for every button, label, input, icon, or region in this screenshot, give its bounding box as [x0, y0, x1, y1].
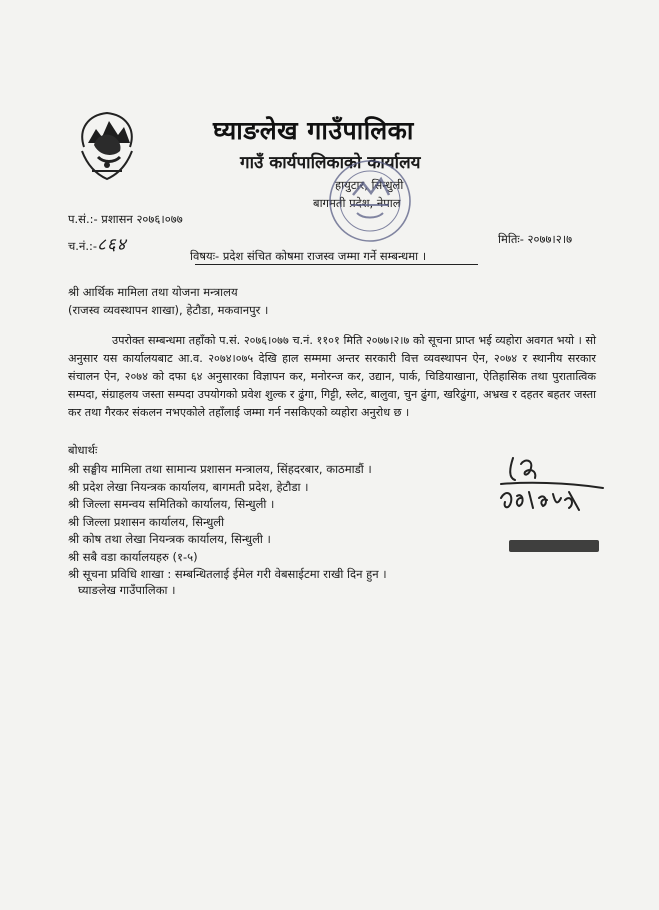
- office-name: गाउँ कार्यपालिकाको कार्यालय: [240, 153, 421, 173]
- office-stamp: [323, 155, 418, 247]
- cc-item: श्री सङ्घीय मामिला तथा सामान्य प्रशासन मन्त्रालय, सिंहदरबार, काठमाडौं ।: [68, 462, 372, 476]
- subject-line: विषयः- प्रदेश संचित कोषमा राजस्व जम्मा गर्ने सम्बन्धमा ।: [190, 249, 427, 263]
- signature: [495, 448, 610, 568]
- cc-item: श्री प्रदेश लेखा नियन्त्रक कार्यालय, बागमती प्रदेश, हेटौडा ।: [68, 479, 309, 494]
- cc-item: श्री सूचना प्रविधि शाखा : सम्बन्धितलाई ईमेल गरी वेबसाईटमा राखी दिन हुन ।: [68, 567, 387, 581]
- dispatch-number: [68, 232, 127, 255]
- address-line-2: बागमती प्रदेश, नेपाल: [313, 196, 401, 210]
- org-name: घ्याङलेख गाउँपालिका: [213, 116, 414, 145]
- cc-list: [68, 461, 387, 584]
- cc-item: श्री कोष तथा लेखा नियन्त्रक कार्यालय, सिन्धुली ।: [68, 532, 271, 546]
- letter-reference-number: प.सं.:- प्रशासन २०७६।०७७: [68, 212, 183, 226]
- letter-date: मितिः- २०७७।२।७: [498, 232, 573, 246]
- address-line-1: हायुटार, सिन्धुली: [335, 178, 404, 192]
- subject-underline: [195, 264, 478, 265]
- cc-heading: बोधार्थः: [68, 443, 98, 457]
- cc-item: श्री जिल्ला समन्वय समितिको कार्यालय, सिन्धुली ।: [68, 497, 275, 511]
- dispatch-number-value: ८६४: [97, 235, 127, 255]
- cc-item: श्री जिल्ला प्रशासन कार्यालय, सिन्धुली: [68, 514, 225, 529]
- nepal-emblem-logo: [74, 107, 140, 183]
- recipient-line-1: श्री आर्थिक मामिला तथा योजना मन्त्रालय: [68, 285, 238, 299]
- recipient-line-2: (राजस्व व्यवस्थापन शाखा), हेटौडा, मकवानपुर ।: [68, 303, 269, 317]
- dispatch-number-label: च.नं.:-: [68, 239, 98, 253]
- cc-item: श्री सबै वडा कार्यालयहरु (१-५): [68, 549, 198, 564]
- closing-signoff: घ्याङलेख गाउँपालिका ।: [78, 583, 176, 597]
- letter-body: उपरोक्त सम्बन्धमा तहाँको प.सं. २०७६।०७७ च.नं. ११०१ मिति २०७७।२।७ को सूचना प्राप्त भई व्यहोरा अवगत भयो । सो अनुसार यस कार्यालयबाट आ.व. २०७४।०७५ देखि हाल सम्ममा अन्तर सरकारी वित्त व्यवस्थापन ऐन, २०७४ र स्थानीय सरकार संचालन ऐन, २०७४ को दफा ६४ अनुसारका विज्ञापन कर, मनोरन्ज कर, उद्यान, पार्क, चिडियाखाना, ऐतिहासिक तथा पुरातात्विक सम्पदा, संग्राहलय जस्ता सम्पदा उपयोगको प्रवेश शुल्क र ढुंगा, गिट्टी, स्लेट, बालुवा, चुन ढुंगा, खरिढुंगा, अभ्रख र दहतर बहतर जस्ता कर तथा गैरकर संकलन नभएकोले तहाँलाई जम्मा गर्न नसकिएको व्यहोरा अनुरोध छ ।: [68, 334, 596, 419]
